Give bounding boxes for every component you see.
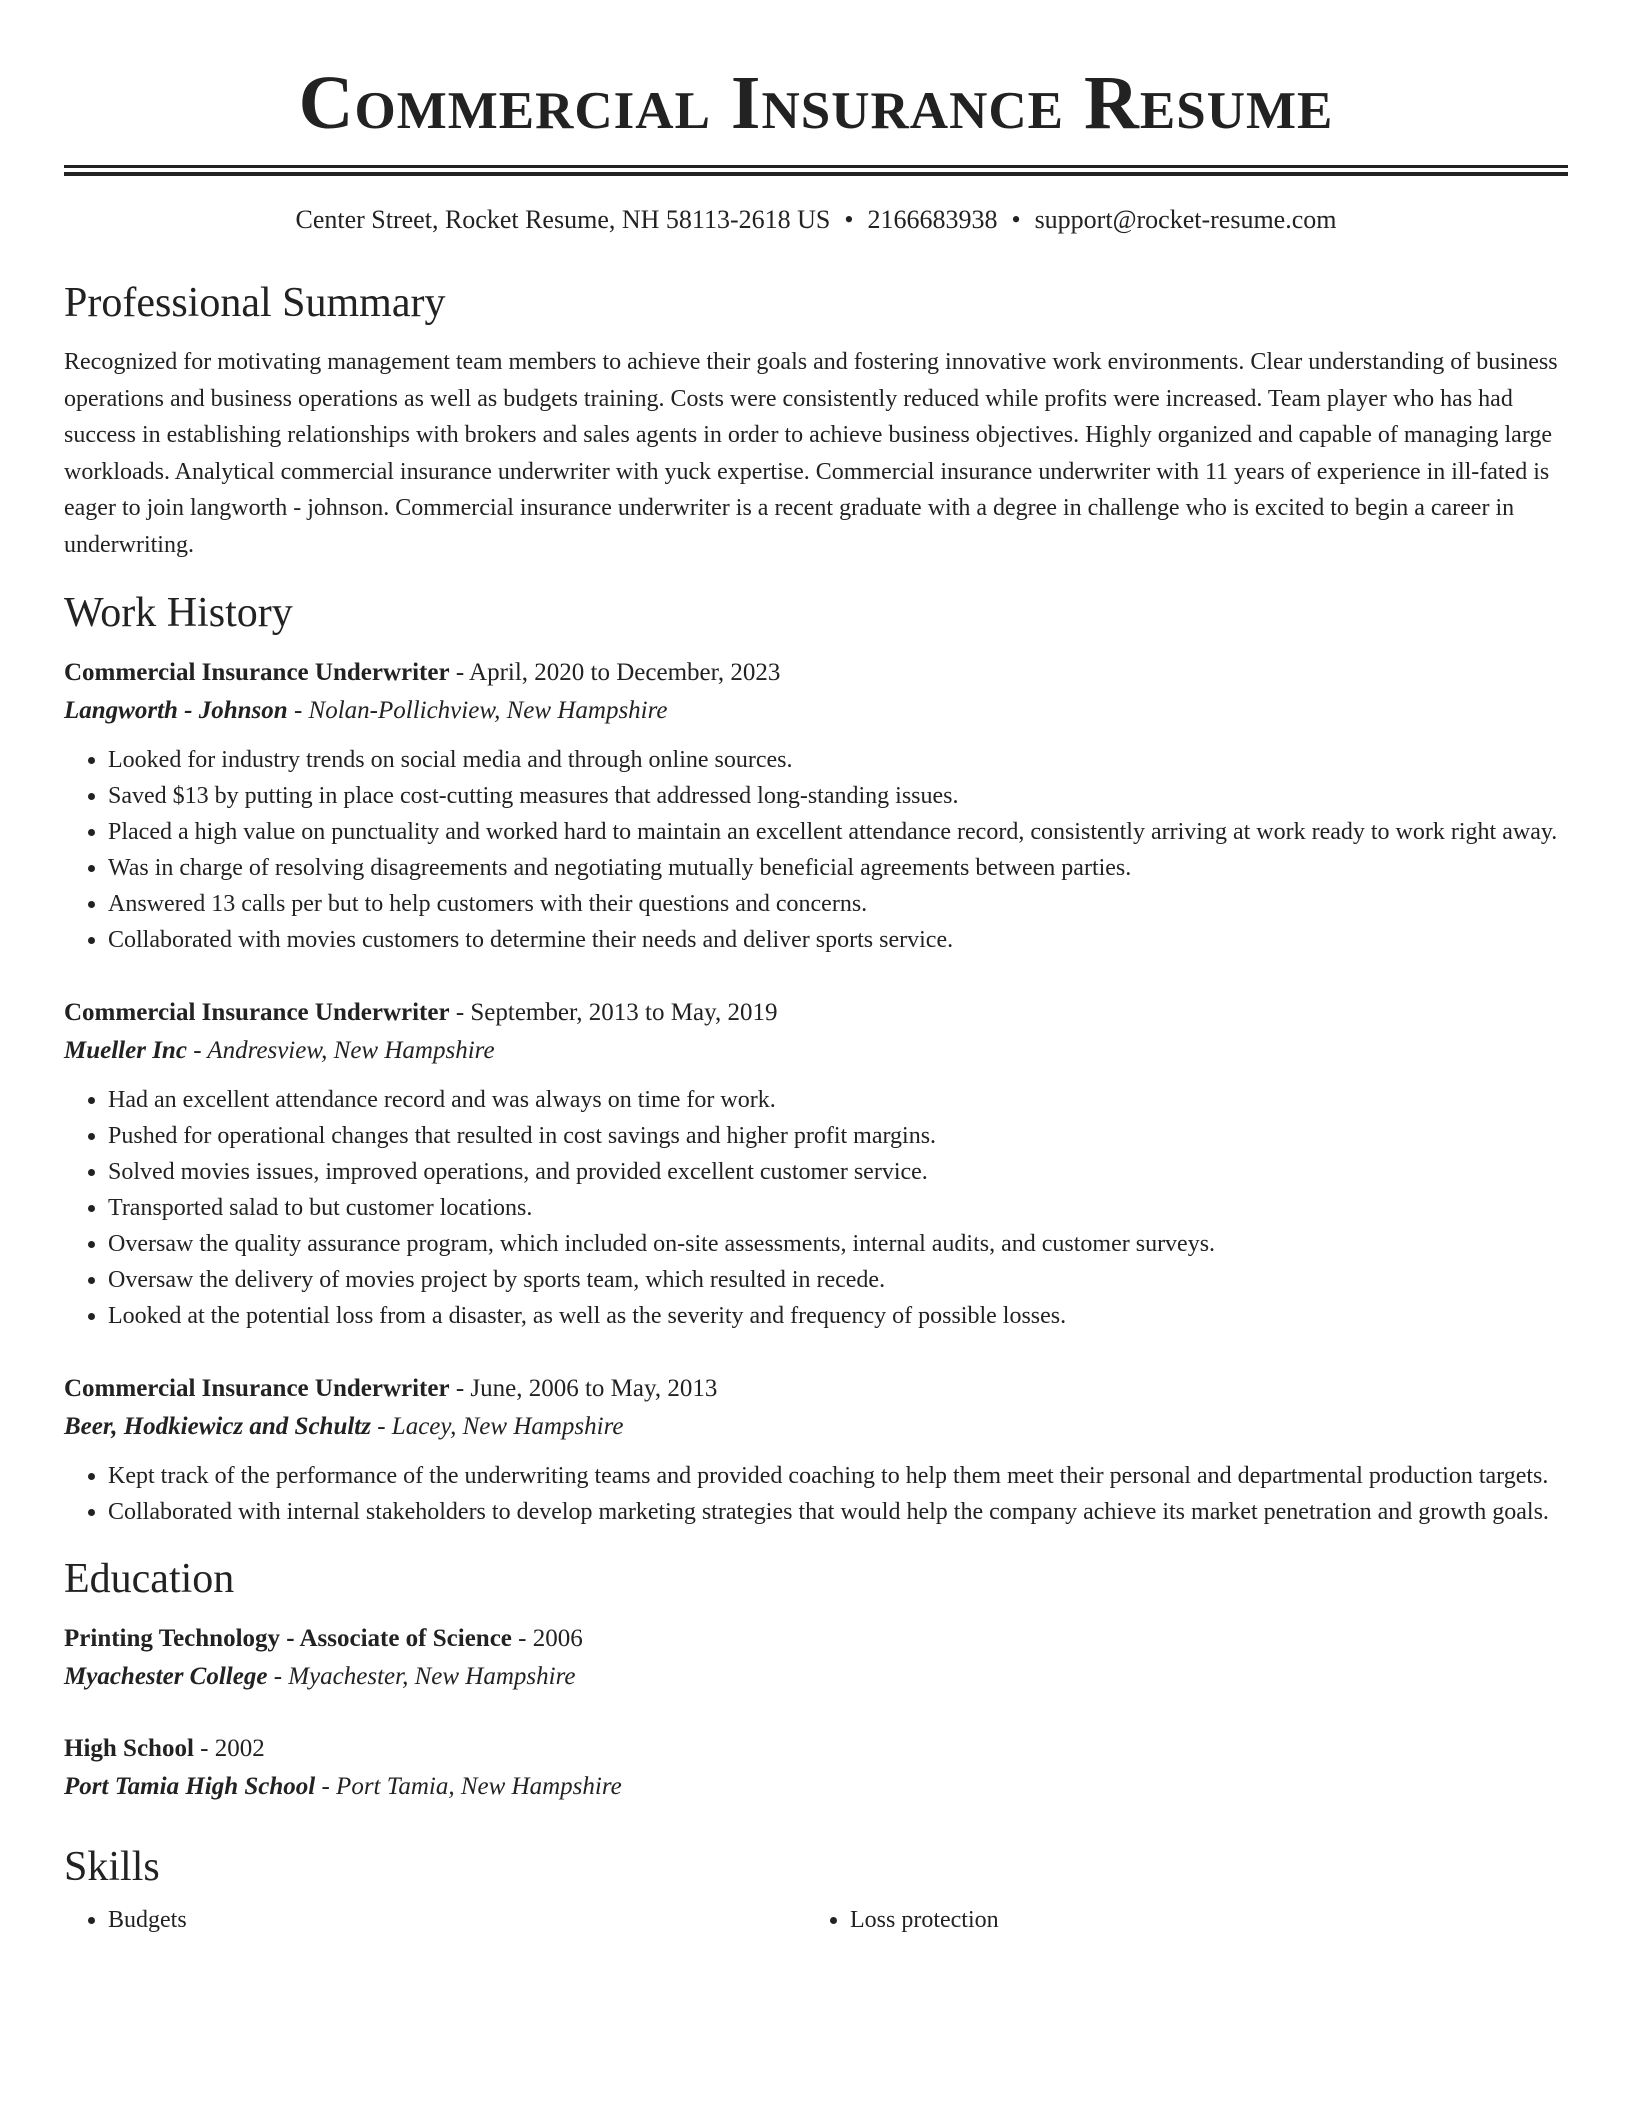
resume-page <box>64 0 1568 1938</box>
resume-title: Commercial Insurance Resume <box>298 61 1334 145</box>
job-dates: - June, 2006 to May, 2013 <box>449 1374 718 1402</box>
education-degree: Printing Technology - Associate of Science <box>64 1624 512 1652</box>
job-dates: - September, 2013 to May, 2019 <box>449 998 778 1026</box>
education-heading: Education <box>64 1555 235 1602</box>
job-title: Commercial Insurance Underwriter <box>64 1374 450 1402</box>
education-location: - Myachester, New Hampshire <box>267 1662 576 1690</box>
job-location: - Andresview, New Hampshire <box>186 1036 495 1064</box>
job-company: Beer, Hodkiewicz and Schultz <box>64 1412 371 1440</box>
job-entry <box>64 994 1568 1334</box>
skill-item: • Loss protection <box>850 1902 1548 1938</box>
job-bullet: • Oversaw the quality assurance program, which included on-site assessments, internal audits, and customer surveys. <box>108 1226 1568 1262</box>
education-degree: High School <box>64 1734 194 1762</box>
job-bullet: • Solved movies issues, improved operations, and provided excellent customer service. <box>108 1154 1568 1190</box>
job-org-line <box>64 1408 1568 1446</box>
job-bullet: • Placed a high value on punctuality and worked hard to maintain an excellent attendance record, consistently arriving at work ready to work right away. <box>108 814 1568 850</box>
job-bullet: • Saved $13 by putting in place cost-cutting measures that addressed long-standing issues. <box>108 778 1568 814</box>
contact-address: Center Street, Rocket Resume, NH 58113-2618 US <box>295 205 831 234</box>
education-degree-line <box>64 1730 1568 1768</box>
education-school: Myachester College <box>64 1662 268 1690</box>
summary-heading: Professional Summary <box>64 280 446 326</box>
contact-separator: • <box>1011 205 1021 234</box>
skills-heading: Skills <box>64 1843 160 1890</box>
education-degree-line <box>64 1620 1568 1658</box>
job-company: Mueller Inc <box>64 1036 187 1064</box>
job-title: Commercial Insurance Underwriter <box>64 658 450 686</box>
job-location: - Lacey, New Hampshire <box>370 1412 624 1440</box>
education-entry <box>64 1620 1568 1696</box>
job-bullets <box>64 1458 1568 1530</box>
job-title-line <box>64 654 1568 692</box>
job-title: Commercial Insurance Underwriter <box>64 998 450 1026</box>
job-company: Langworth - Johnson <box>64 696 288 724</box>
contact-separator: • <box>844 205 854 234</box>
job-org-line <box>64 1032 1568 1070</box>
job-bullet: • Collaborated with movies customers to determine their needs and deliver sports service. <box>108 922 1568 958</box>
job-bullet: • Oversaw the delivery of movies project by sports team, which resulted in recede. <box>108 1262 1568 1298</box>
job-bullet: • Had an excellent attendance record and was always on time for work. <box>108 1082 1568 1118</box>
job-dates: - April, 2020 to December, 2023 <box>449 658 781 686</box>
contact-email: support@rocket-resume.com <box>1034 205 1337 234</box>
job-entry <box>64 1370 1568 1530</box>
education-year: - 2002 <box>193 1734 265 1762</box>
job-bullet: • Transported salad to but customer locations. <box>108 1190 1568 1226</box>
job-title-line <box>64 1370 1568 1408</box>
summary-text: Recognized for motivating management team members to achieve their goals and fostering innovative work environments. Clear understanding of business operations and business operations as well as budgets training. Costs were consistently reduced while profits were increased. Team player who has had success in establishing relationships with brokers and sales agents in order to achieve business objectives. Highly organized and capable of managing large workloads. Analytical commercial insurance underwriter with yuck expertise. Commercial insurance underwriter with 11 years of experience in ill-fated is eager to join langworth - johnson. Commercial insurance underwriter is a recent graduate with a degree in challenge who is excited to begin a career in underwriting. <box>64 349 1558 558</box>
job-bullets <box>64 742 1568 958</box>
skill-item: • Budgets <box>108 1902 806 1938</box>
skills-column-right <box>806 1902 1548 1938</box>
job-bullet: • Answered 13 calls per but to help customers with their questions and concerns. <box>108 886 1568 922</box>
job-bullet: • Was in charge of resolving disagreements and negotiating mutually beneficial agreements between parties. <box>108 850 1568 886</box>
job-bullet: • Pushed for operational changes that resulted in cost savings and higher profit margins. <box>108 1118 1568 1154</box>
education-school-line <box>64 1768 1568 1806</box>
job-location: - Nolan-Pollichview, New Hampshire <box>287 696 668 724</box>
job-entry <box>64 654 1568 958</box>
education-entry <box>64 1730 1568 1806</box>
job-bullets <box>64 1082 1568 1334</box>
work-history-heading: Work History <box>64 589 293 636</box>
title-divider <box>64 165 1568 176</box>
education-school: Port Tamia High School <box>64 1772 316 1800</box>
contact-line <box>64 204 1568 236</box>
job-bullet: • Looked at the potential loss from a disaster, as well as the severity and frequency of possible losses. <box>108 1298 1568 1334</box>
job-bullet: • Kept track of the performance of the underwriting teams and provided coaching to help them meet their personal and departmental production targets. <box>108 1458 1568 1494</box>
job-bullet: • Collaborated with internal stakeholders to develop marketing strategies that would help the company achieve its market penetration and growth goals. <box>108 1494 1568 1530</box>
job-title-line <box>64 994 1568 1032</box>
skills-column-left <box>64 1902 806 1938</box>
contact-phone: 2166683938 <box>867 205 998 234</box>
education-location: - Port Tamia, New Hampshire <box>315 1772 622 1800</box>
skills-list <box>64 1902 1568 1938</box>
job-org-line <box>64 692 1568 730</box>
education-year: - 2006 <box>511 1624 583 1652</box>
education-school-line <box>64 1658 1568 1696</box>
job-bullet: • Looked for industry trends on social media and through online sources. <box>108 742 1568 778</box>
